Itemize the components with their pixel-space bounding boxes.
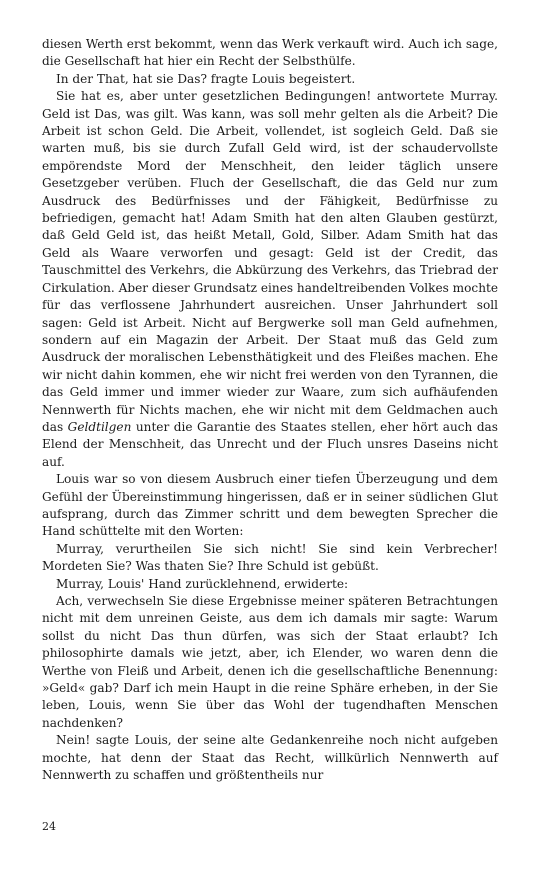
paragraph-text: Sie hat es, aber unter gesetzlichen Bedingungen! antwortete Murray. Geld ist Das, was gilt. Was kann, was soll mehr gelten als die Arbeit? Die Arbeit ist schon Geld. Die Arbeit, vollendet, ist sogleich Geld. Daß sie warten muß, bis sie durch Zufall Geld wird, ist der schaudervollste empörendste Mord der Menschheit, den leider täglich unsere Gesetzgeber verüben. Fluch der Gesellschaft, die das Geld nur zum Ausdruck des Bedürfnisses und der Fähigkeit, Bedürfnisse zu befriedigen, gemacht hat! Adam Smith hat den alten Glauben gestürzt, daß Geld Geld ist, das heißt Metall, Gold, Silber. Adam Smith hat das Geld als Waare verworfen und gesagt: Geld ist der Credit, das Tauschmittel des Verkehrs, die Abkürzung des Verkehrs, das Triebrad der Cirkulation. Aber dieser Grundsatz eines handeltreibenden Volkes mochte für das verflossene Jahrhundert ausreichen. Unser Jahrhundert soll sagen: Geld ist Arbeit. Nicht auf Bergwerke soll man Geld aufnehmen, sondern auf ein Magazin der Arbeit. Der Staat muß das Geld zum Ausdruck der moralischen Lebensthätigkeit und des Fleißes machen. Ehe wir nicht dahin kommen, ehe wir nicht frei werden von den Tyrannen, die das Geld immer und immer wieder zur Waare, zum sich aufhäufenden Nennwerth für Nichts machen, ehe wir nicht mit dem Geldmachen auch das <box>42 89 498 434</box>
paragraph: Murray, verurtheilen Sie sich nicht! Sie sind kein Verbrecher! Mordeten Sie? Was thaten Sie? Ihre Schuld ist gebüßt. <box>42 541 498 574</box>
paragraph: Ach, verwechseln Sie diese Ergebnisse meiner späteren Betrachtungen nicht mit dem unreinen Geiste, aus dem ich damals mir sagte: Warum sollst du nicht Das thun dürfen, was sich der Staat erlaubt? Ich philosophirte damals wie jetzt, aber, ich Elender, wo waren denn die Werthe von Fleiß und Arbeit, denen ich die gesellschaftliche Benennung: »Geld« gab? Darf ich mein Haupt in die reine Sphäre erheben, in der Sie leben, Louis, wenn Sie über das Wohl der tugendhaften Menschen nachdenken? <box>42 594 498 730</box>
paragraph-text: unter die Garantie des Staates stellen, eher hört auch das Elend der Menschheit, das Unrecht und der Fluch unsres Daseins nicht auf. <box>42 419 498 469</box>
paragraph: diesen Werth erst bekommt, wenn das Werk verkauft wird. Auch ich sage, die Gesellschaft hat hier ein Recht der Selbsthülfe. <box>42 37 498 69</box>
book-page-text <box>42 36 498 784</box>
paragraph: Nein! sagte Louis, der seine alte Gedankenreihe noch nicht aufgeben mochte, hat denn der Staat das Recht, willkürlich Nennwerth auf Nennwerth zu schaffen und größtentheils nur <box>42 733 498 783</box>
emphasized-word: Geldtilgen <box>67 419 132 434</box>
paragraph: In der That, hat sie Das? fragte Louis begeistert. <box>56 71 356 86</box>
paragraph <box>42 88 498 471</box>
paragraph: Louis war so von diesem Ausbruch einer tiefen Überzeugung und dem Gefühl der Übereinstimmung hingerissen, daß er in seiner südlichen Glut aufsprang, durch das Zimmer schritt und dem bewegten Sprecher die Hand schüttelte mit den Worten: <box>42 472 498 539</box>
page-number: 24 <box>42 820 56 833</box>
paragraph: Murray, Louis' Hand zurücklehnend, erwiderte: <box>56 576 349 591</box>
